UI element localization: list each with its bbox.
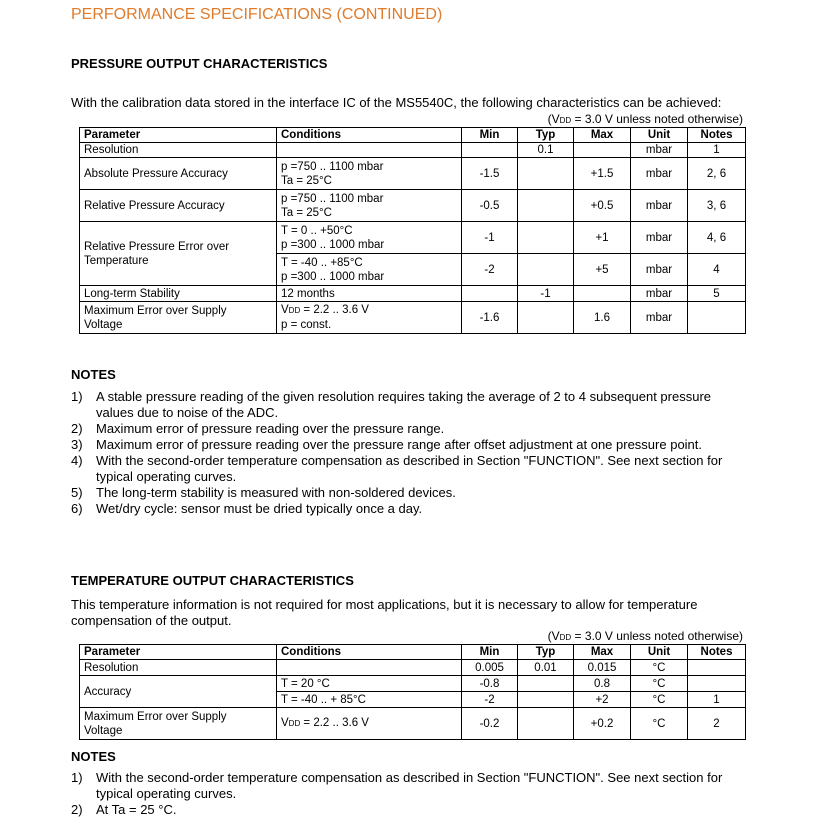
- header-notes: Notes: [688, 128, 746, 143]
- header-typ: Typ: [518, 645, 574, 660]
- row-param: Maximum Error over Supply Voltage: [80, 302, 277, 334]
- row-unit: °C: [631, 660, 688, 676]
- table-row: [80, 158, 746, 190]
- row-param: Resolution: [80, 660, 277, 676]
- row-max: +2: [574, 692, 631, 708]
- list-item: 2) Maximum error of pressure reading over the pressure range.: [71, 421, 445, 436]
- header-min: Min: [462, 128, 518, 143]
- row-param: Relative Pressure Accuracy: [80, 190, 277, 222]
- temperature-notes-heading: NOTES: [71, 749, 116, 764]
- row-notes: 2, 6: [688, 158, 746, 190]
- list-item: 4) With the second-order temperature compensation as described in Section "FUNCTION". See next section for typical operating curves.: [71, 453, 723, 484]
- row-param: Resolution: [80, 143, 277, 158]
- row-unit: mbar: [631, 254, 688, 286]
- row-max: +0.2: [574, 708, 631, 740]
- row-unit: mbar: [631, 222, 688, 254]
- temperature-notes-list: [71, 770, 751, 818]
- row-conditions: p =750 .. 1100 mbar Ta = 25°C: [277, 158, 462, 190]
- temperature-vdd-note: (VDD = 3.0 V unless noted otherwise): [547, 629, 743, 643]
- row-notes: 1: [688, 143, 746, 158]
- row-typ: -1: [518, 286, 574, 302]
- row-min: -2: [462, 254, 518, 286]
- header-unit: Unit: [631, 645, 688, 660]
- row-typ: 0.1: [518, 143, 574, 158]
- row-unit: mbar: [631, 302, 688, 334]
- row-max: 0.8: [574, 676, 631, 692]
- row-unit: mbar: [631, 286, 688, 302]
- row-conditions: T = 0 .. +50°C p =300 .. 1000 mbar: [277, 222, 462, 254]
- row-typ: 0.01: [518, 660, 574, 676]
- table-header-row: [80, 645, 746, 660]
- header-parameter: Parameter: [80, 128, 277, 143]
- row-max: 0.015: [574, 660, 631, 676]
- header-min: Min: [462, 645, 518, 660]
- table-row: [80, 286, 746, 302]
- row-min: 0.005: [462, 660, 518, 676]
- row-min: -0.2: [462, 708, 518, 740]
- table-row: [80, 143, 746, 158]
- header-max: Max: [574, 645, 631, 660]
- pressure-heading: PRESSURE OUTPUT CHARACTERISTICS: [71, 56, 328, 71]
- temperature-spec-table: [79, 644, 746, 740]
- row-min: -0.8: [462, 676, 518, 692]
- list-item: 2) At Ta = 25 °C.: [71, 802, 177, 817]
- row-min: -0.5: [462, 190, 518, 222]
- row-notes: 4: [688, 254, 746, 286]
- pressure-notes-list: [71, 389, 751, 517]
- row-min: -1.5: [462, 158, 518, 190]
- row-max: +0.5: [574, 190, 631, 222]
- row-max: 1.6: [574, 302, 631, 334]
- header-conditions: Conditions: [277, 645, 462, 660]
- row-unit: mbar: [631, 158, 688, 190]
- row-notes: 1: [688, 692, 746, 708]
- row-min: -1.6: [462, 302, 518, 334]
- row-unit: °C: [631, 676, 688, 692]
- row-unit: mbar: [631, 143, 688, 158]
- row-max: +1.5: [574, 158, 631, 190]
- row-unit: °C: [631, 708, 688, 740]
- row-conditions: VDD = 2.2 .. 3.6 V p = const.: [277, 302, 462, 334]
- list-item: 3) Maximum error of pressure reading over the pressure range after offset adjustment at one pressure point.: [71, 437, 703, 452]
- row-conditions: VDD = 2.2 .. 3.6 V: [277, 708, 462, 740]
- header-parameter: Parameter: [80, 645, 277, 660]
- row-max: +5: [574, 254, 631, 286]
- row-max: +1: [574, 222, 631, 254]
- pressure-vdd-note: (VDD = 3.0 V unless noted otherwise): [547, 112, 743, 126]
- row-conditions: T = -40 .. +85°C p =300 .. 1000 mbar: [277, 254, 462, 286]
- row-unit: °C: [631, 692, 688, 708]
- table-row: [80, 708, 746, 740]
- row-notes: 5: [688, 286, 746, 302]
- page-title: PERFORMANCE SPECIFICATIONS (CONTINUED): [71, 6, 443, 23]
- row-param: Maximum Error over Supply Voltage: [80, 708, 277, 740]
- pressure-spec-table: [79, 127, 746, 334]
- row-conditions: p =750 .. 1100 mbar Ta = 25°C: [277, 190, 462, 222]
- list-item: 1) With the second-order temperature compensation as described in Section "FUNCTION". See next section for typical operating curves.: [71, 770, 723, 801]
- list-item: 6) Wet/dry cycle: sensor must be dried typically once a day.: [71, 501, 423, 516]
- table-row: [80, 302, 746, 334]
- row-param: Absolute Pressure Accuracy: [80, 158, 277, 190]
- temperature-intro: This temperature information is not required for most applications, but it is necessary to allow for temperature compensation of the output.: [71, 597, 698, 628]
- row-min: -1: [462, 222, 518, 254]
- pressure-notes-heading: NOTES: [71, 367, 116, 382]
- header-notes: Notes: [688, 645, 746, 660]
- temperature-heading: TEMPERATURE OUTPUT CHARACTERISTICS: [71, 573, 354, 588]
- table-row: [80, 190, 746, 222]
- row-param: Accuracy: [80, 676, 277, 708]
- row-conditions: T = 20 °C: [277, 676, 462, 692]
- row-param: Relative Pressure Error over Temperature: [80, 222, 277, 286]
- row-unit: mbar: [631, 190, 688, 222]
- row-notes: 4, 6: [688, 222, 746, 254]
- row-min: -2: [462, 692, 518, 708]
- header-conditions: Conditions: [277, 128, 462, 143]
- row-notes: 3, 6: [688, 190, 746, 222]
- table-row: [80, 222, 746, 254]
- row-param: Long-term Stability: [80, 286, 277, 302]
- row-conditions: 12 months: [277, 286, 462, 302]
- table-header-row: [80, 128, 746, 143]
- list-item: 5) The long-term stability is measured with non-soldered devices.: [71, 485, 456, 500]
- table-row: [80, 660, 746, 676]
- list-item: 1) A stable pressure reading of the given resolution requires taking the average of 2 to 4 subsequent pressure values due to noise of the ADC.: [71, 389, 711, 420]
- table-row: [80, 676, 746, 692]
- header-typ: Typ: [518, 128, 574, 143]
- header-unit: Unit: [631, 128, 688, 143]
- pressure-intro: With the calibration data stored in the interface IC of the MS5540C, the following characteristics can be achieved:: [71, 95, 722, 110]
- header-max: Max: [574, 128, 631, 143]
- row-notes: 2: [688, 708, 746, 740]
- row-conditions: T = -40 .. + 85°C: [277, 692, 462, 708]
